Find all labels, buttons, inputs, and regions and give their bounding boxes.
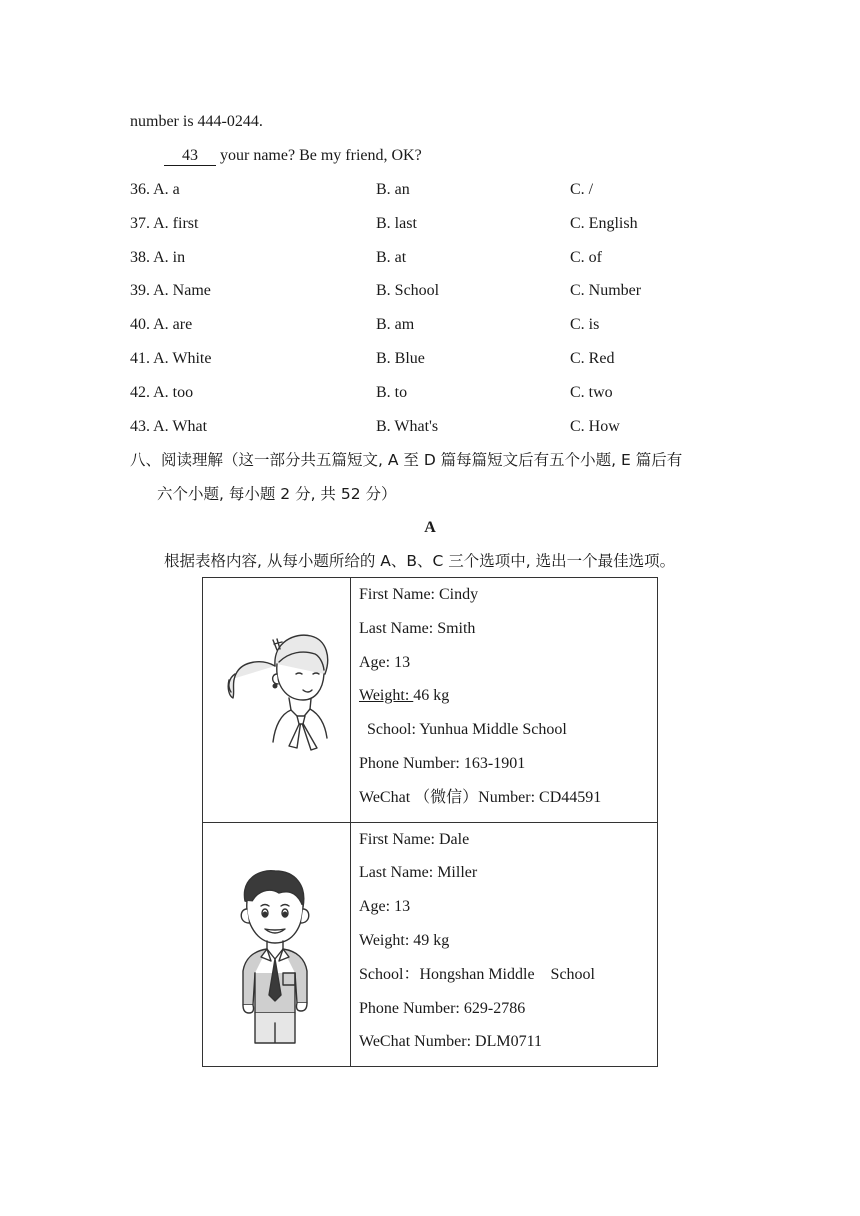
option-b: B. am xyxy=(376,316,415,334)
weight-label: Weight: xyxy=(359,687,414,705)
first-name-field: First Name: Dale xyxy=(359,830,470,848)
option-c: C. Number xyxy=(570,282,642,300)
answer-blank-43: 43 xyxy=(164,147,216,166)
option-a: 41. A. White xyxy=(130,350,212,367)
passage-end-text: number is 444-0244. xyxy=(130,113,263,130)
option-row xyxy=(130,383,770,403)
option-row xyxy=(130,214,770,234)
option-b: B. Blue xyxy=(376,350,425,367)
option-c: C. Red xyxy=(570,350,615,367)
option-row xyxy=(130,349,770,369)
option-a: 36. A. a xyxy=(130,181,180,198)
option-a: 43. A. What xyxy=(130,417,208,435)
option-b: B. at xyxy=(376,248,407,266)
phone-field: Phone Number: 163-1901 xyxy=(359,754,526,772)
blank-question-line xyxy=(164,146,422,166)
first-name-field: First Name: Cindy xyxy=(359,586,479,603)
girl-portrait-cell xyxy=(203,578,351,823)
option-c: C. / xyxy=(570,181,594,198)
option-b: B. an xyxy=(376,181,410,198)
option-a: 42. A. too xyxy=(130,383,194,401)
option-b: B. last xyxy=(376,214,417,232)
option-c: C. How xyxy=(570,417,620,435)
last-name-field: Last Name: Miller xyxy=(359,864,478,882)
student-info-table xyxy=(202,577,658,1067)
boy-portrait-illustration xyxy=(203,823,350,1059)
age-field: Age: 13 xyxy=(359,653,411,671)
option-row xyxy=(130,315,770,335)
age-field: Age: 13 xyxy=(359,898,411,916)
part-a-instruction: 根据表格内容, 从每小题所给的 A、B、C 三个选项中, 选出一个最佳选项。 xyxy=(164,552,676,570)
weight-field: Weight: 49 kg xyxy=(359,931,450,949)
section-8-heading-line1: 八、阅读理解（这一部分共五篇短文, A 至 D 篇每篇短文后有五个小题, E 篇后有 xyxy=(130,451,683,469)
dale-info-cell xyxy=(351,822,658,1067)
girl-portrait-illustration xyxy=(203,578,350,814)
option-row xyxy=(130,281,770,301)
school-field: School: Yunhua Middle School xyxy=(359,721,567,739)
table-row xyxy=(203,578,658,823)
option-a: 37. A. first xyxy=(130,214,199,232)
wechat-field: WeChat （微信）Number: CD44591 xyxy=(359,788,602,806)
weight-value: 46 kg xyxy=(413,687,450,705)
option-b: B. to xyxy=(376,383,408,401)
option-row xyxy=(130,248,770,268)
option-a: 38. A. in xyxy=(130,248,186,266)
option-c: C. is xyxy=(570,316,600,334)
last-name-field: Last Name: Smith xyxy=(359,619,476,637)
option-a: 40. A. are xyxy=(130,316,193,334)
table-row xyxy=(203,822,658,1067)
option-c: C. two xyxy=(570,383,613,401)
phone-field: Phone Number: 629-2786 xyxy=(359,999,526,1017)
option-c: C. of xyxy=(570,248,602,266)
weight-field xyxy=(359,686,657,720)
blank-line-text: your name? Be my friend, OK? xyxy=(216,147,422,164)
section-8-heading-line2: 六个小题, 每小题 2 分, 共 52 分） xyxy=(157,485,397,503)
option-a: 39. A. Name xyxy=(130,282,211,300)
option-row xyxy=(130,180,770,200)
option-row xyxy=(130,417,770,437)
boy-portrait-cell xyxy=(203,822,351,1067)
part-a-label: A xyxy=(424,519,436,536)
school-field: School：Hongshan Middle School xyxy=(359,965,595,983)
option-b: B. School xyxy=(376,282,440,300)
option-c: C. English xyxy=(570,214,638,232)
wechat-field: WeChat Number: DLM0711 xyxy=(359,1033,542,1051)
option-b: B. What's xyxy=(376,417,439,435)
cindy-info-cell xyxy=(351,578,658,823)
